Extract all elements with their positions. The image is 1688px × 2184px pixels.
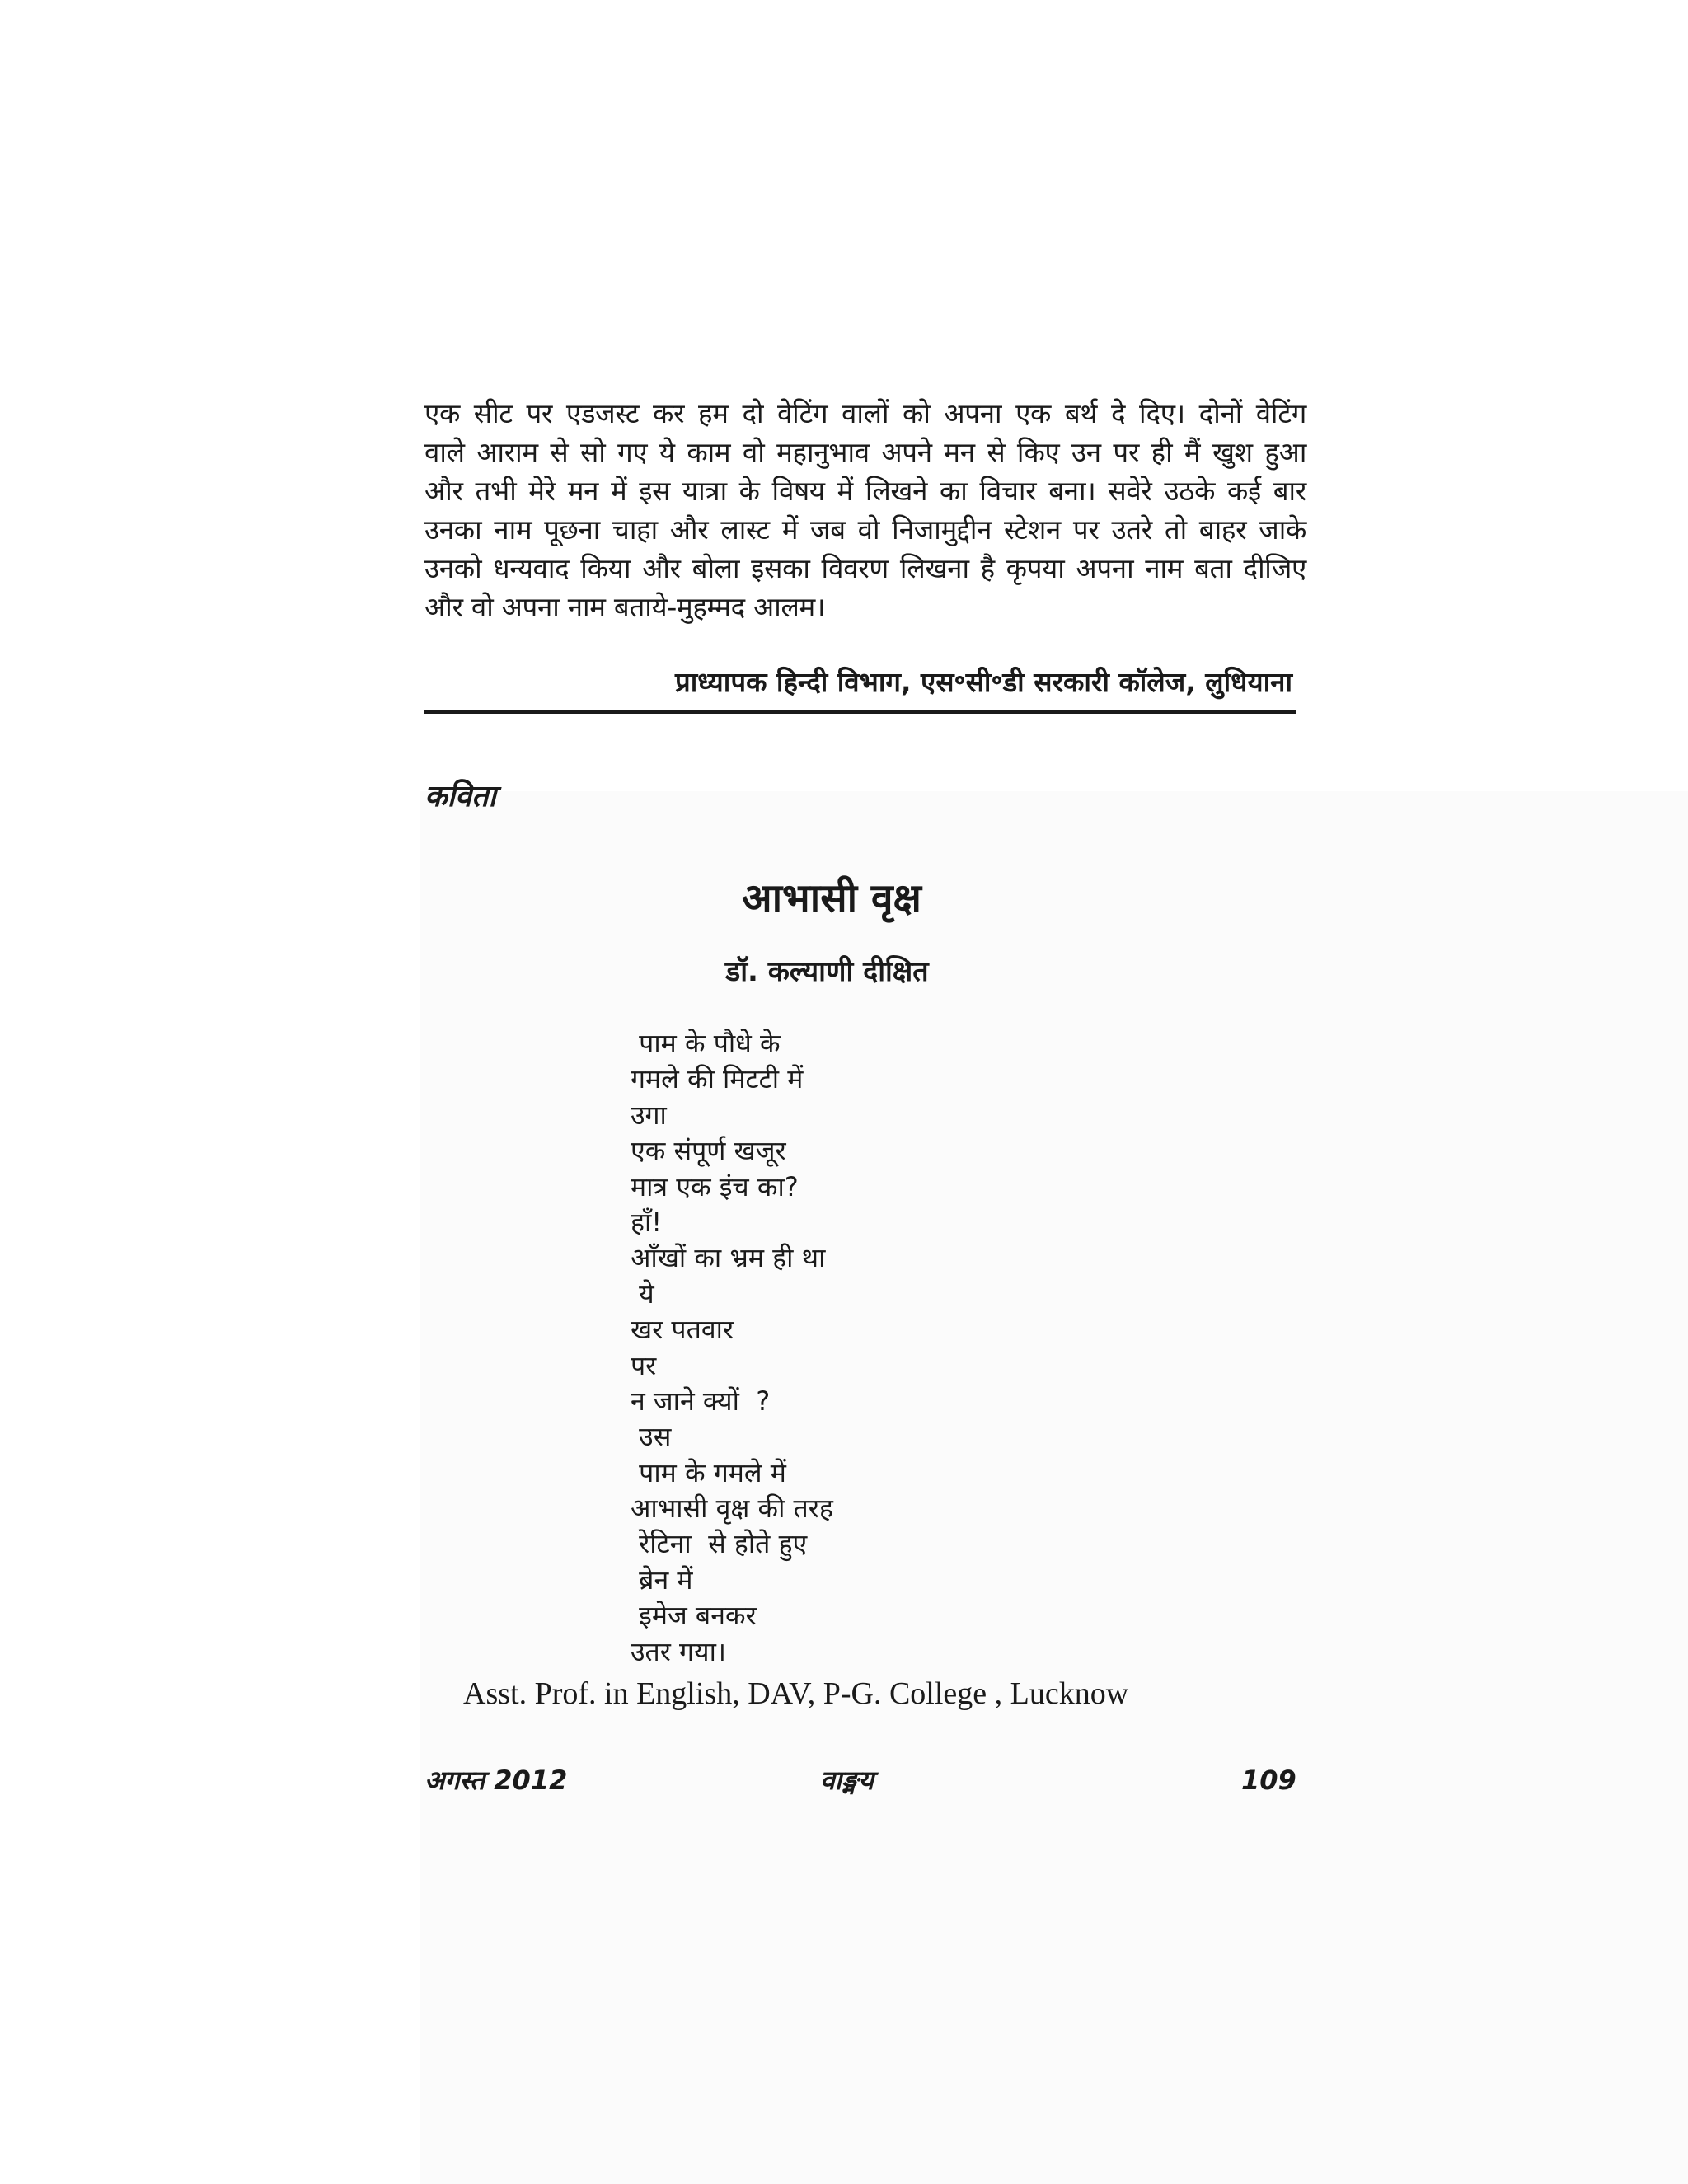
footer-journal-name: वाङ्मय — [820, 1765, 874, 1796]
poem-line: न जाने क्यों ? — [631, 1385, 771, 1417]
prose-line: उनका नाम पूछना चाहा और लास्ट में जब वो निजामुद्दीन स्टेशन पर उतरे तो बाहर जाके — [424, 513, 1306, 546]
section-divider — [424, 710, 1296, 714]
poem-title: आभासी वृक्ष — [742, 875, 921, 921]
poem-line: खर पतवार — [631, 1314, 734, 1346]
poem-author: डॉ. कल्याणी दीक्षित — [725, 955, 929, 988]
poem-line: उतर गया। — [631, 1635, 727, 1667]
poem-line: आँखों का भ्रम ही था — [631, 1242, 826, 1274]
prose-line: और तभी मेरे मन में इस यात्रा के विषय में लिखने का विचार बना। सवेरे उठके कई बार — [424, 475, 1306, 507]
poem-line: एक संपूर्ण खजूर — [631, 1135, 786, 1167]
prose-line: और वो अपना नाम बताये-मुहम्मद आलम। — [424, 591, 826, 623]
poem-body — [631, 1026, 833, 1670]
poem-line: आभासी वृक्ष की तरह — [631, 1493, 833, 1525]
poem-line: ये — [631, 1277, 654, 1310]
poem-line: मात्र एक इंच का? — [631, 1170, 799, 1202]
poem-line: इमेज बनकर — [631, 1600, 757, 1632]
poem-line: पाम के पौधे के — [631, 1028, 781, 1059]
poem-line: गमले की मिटटी में — [631, 1063, 804, 1095]
footer-date: अगस्त 2012 — [424, 1765, 568, 1796]
poem-line: पाम के गमले में — [631, 1456, 786, 1488]
poet-affiliation: Asst. Prof. in English, DAV, P-G. College , Lucknow — [463, 1676, 1129, 1711]
section-label: कविता — [424, 780, 496, 813]
poem-line: पर — [631, 1349, 657, 1381]
footer-page-number: 109 — [1241, 1765, 1296, 1796]
page-background-shade — [420, 791, 1688, 2184]
poem-line: उस — [631, 1421, 672, 1453]
prose-line: वाले आराम से सो गए ये काम वो महानुभाव अपने मन से किए उन पर ही मैं खुश हुआ — [424, 436, 1306, 468]
prose-line: एक सीट पर एडजस्ट कर हम दो वेटिंग वालों को अपना एक बर्थ दे दिए। दोनों वेटिंग — [424, 397, 1306, 429]
poem-line: ब्रेन में — [631, 1563, 693, 1596]
poem-line: हाँ! — [631, 1206, 663, 1238]
prose-paragraph — [424, 394, 1306, 626]
poem-line: उगा — [631, 1099, 667, 1131]
poem-line: रेटिना से होते हुए — [631, 1528, 808, 1560]
author-affiliation: प्राध्यापक हिन्दी विभाग, एस॰सी॰डी सरकारी कॉलेज, लुधियाना — [674, 666, 1292, 698]
prose-line: उनको धन्यवाद किया और बोला इसका विवरण लिखना है कृपया अपना नाम बता दीजिए — [424, 552, 1306, 584]
